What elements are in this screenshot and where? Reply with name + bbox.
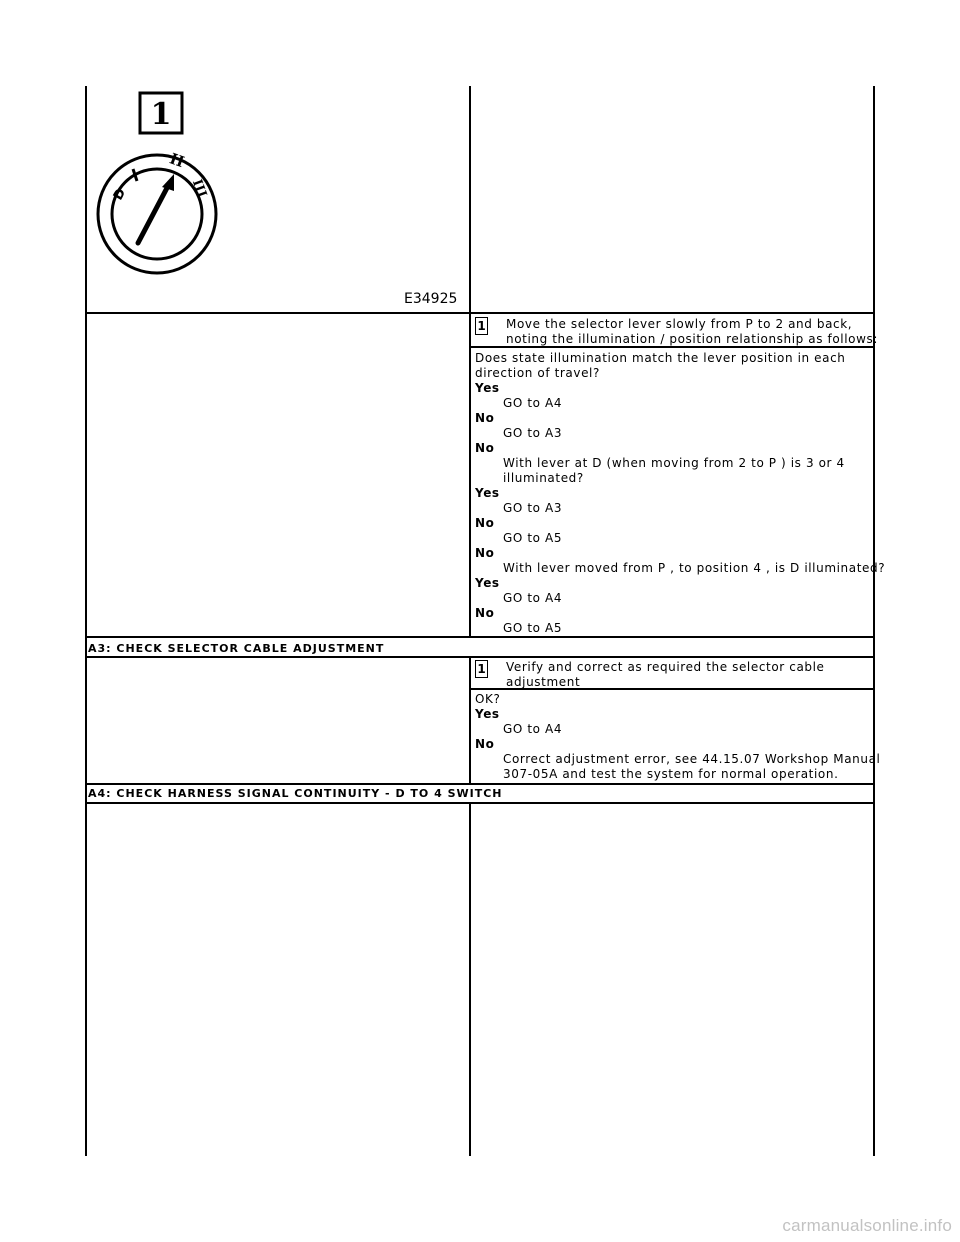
section-heading-a4: A4: CHECK HARNESS SIGNAL CONTINUITY - D TO 4 SWITCH <box>88 787 503 800</box>
outer-right-border <box>873 86 875 1156</box>
answer-label: Yes <box>475 381 500 395</box>
answer-label: Yes <box>475 486 500 500</box>
answer-action: GO to A5 <box>503 621 563 635</box>
divider-a2-bottom <box>85 636 875 638</box>
answer-label: No <box>475 441 495 455</box>
answer-action: With lever at D (when moving from 2 to P ) is 3 or 4 <box>503 456 845 470</box>
callout-number: 1 <box>150 97 172 132</box>
dial-mark-ii: II <box>167 149 187 172</box>
question-text: Does state illumination match the lever position in each <box>475 351 846 365</box>
column-divider-a4 <box>469 804 471 1156</box>
divider-step-row <box>469 346 875 348</box>
step-instruction-a3-line1: Verify and correct as required the selector cable <box>506 660 825 674</box>
answer-action: GO to A4 <box>503 722 563 736</box>
dial-mark-iii: III <box>188 177 210 200</box>
watermark-text: carmanualsonline.info <box>782 1216 952 1235</box>
dial-inner-ring <box>112 169 202 259</box>
answer-label: No <box>475 411 495 425</box>
divider-a4-heading <box>85 802 875 804</box>
column-divider-top <box>469 86 471 636</box>
question-text: OK? <box>475 692 501 706</box>
answer-label: No <box>475 516 495 530</box>
dial-mark-d: D <box>110 186 130 203</box>
step-number-box: 1 <box>475 317 488 335</box>
answer-label: No <box>475 737 495 751</box>
selector-dial-figure <box>90 88 466 310</box>
question-text: direction of travel? <box>475 366 600 380</box>
answer-label: No <box>475 546 495 560</box>
image-code: E34925 <box>404 291 458 307</box>
dial-outer-ring <box>98 155 216 273</box>
answer-action: With lever moved from P , to position 4 , is D illuminated? <box>503 561 886 575</box>
dial-mark-i <box>133 169 137 181</box>
step-instruction-a3-line2: adjustment <box>506 675 581 689</box>
step-number-box-a3: 1 <box>475 660 488 678</box>
answer-action: GO to A5 <box>503 531 563 545</box>
answer-label: Yes <box>475 576 500 590</box>
column-divider-a3 <box>469 656 471 784</box>
answer-action: 307-05A and test the system for normal operation. <box>503 767 839 781</box>
step-instruction-line1: Move the selector lever slowly from P to 2 and back, <box>506 317 853 331</box>
dial-pointer <box>138 186 168 243</box>
answer-action: illuminated? <box>503 471 584 485</box>
divider-a3-heading <box>85 656 875 658</box>
answer-action: GO to A3 <box>503 501 563 515</box>
answer-action: Correct adjustment error, see 44.15.07 Workshop Manual <box>503 752 881 766</box>
divider-a3-bottom <box>85 783 875 785</box>
section-heading-a3: A3: CHECK SELECTOR CABLE ADJUSTMENT <box>88 642 385 655</box>
answer-label: No <box>475 606 495 620</box>
step-instruction-line2: noting the illumination / position relationship as follows: <box>506 332 878 346</box>
answer-action: GO to A4 <box>503 591 563 605</box>
outer-left-border <box>85 86 87 1156</box>
answer-label: Yes <box>475 707 500 721</box>
dial-pointer-tip <box>162 174 174 191</box>
answer-action: GO to A4 <box>503 396 563 410</box>
divider-figure-bottom <box>85 312 875 314</box>
answer-action: GO to A3 <box>503 426 563 440</box>
